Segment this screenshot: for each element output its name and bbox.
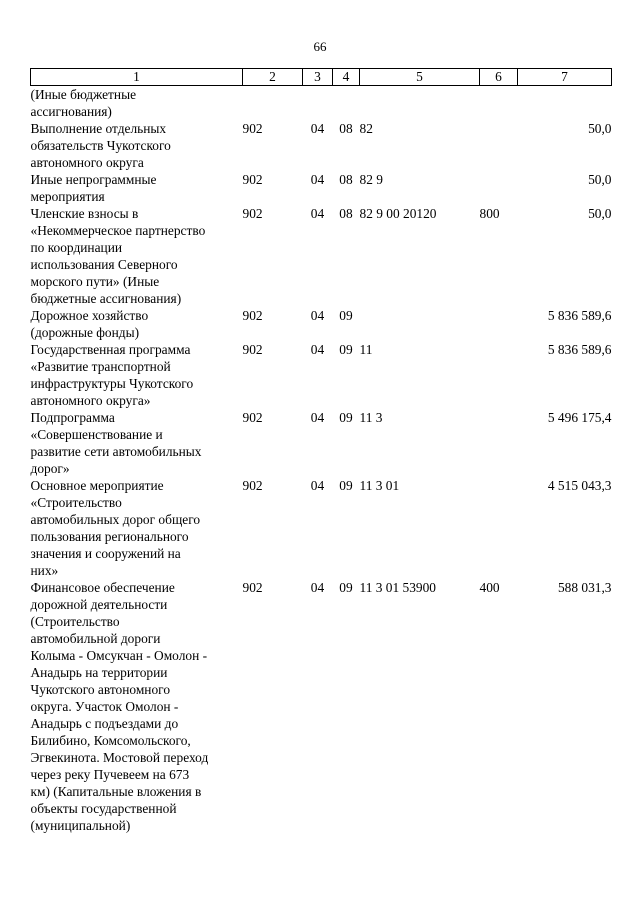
row-name-line: использования Северного (30, 257, 178, 272)
table-row (31, 477, 612, 579)
target-article-code: 11 3 01 53900 (359, 580, 436, 595)
sum-value: 5 496 175,4 (547, 410, 612, 425)
sum-value: 50,0 (588, 121, 612, 136)
table-row (31, 205, 612, 307)
row-name-line: мероприятия (30, 189, 105, 204)
ministry-code: 902 (242, 478, 263, 493)
row-name-line: Колыма - Омсукчан - Омолон - (30, 648, 208, 663)
row-name-line: бюджетные ассигнования) (30, 291, 182, 306)
subsection-code: 09 (339, 410, 353, 425)
header-col-6: 6 (480, 69, 518, 86)
sum-value: 50,0 (588, 172, 612, 187)
row-name-line: морского пути» (Иные (30, 274, 160, 289)
ministry-code: 902 (242, 121, 263, 136)
ministry-code: 902 (242, 172, 263, 187)
row-name-line: автомобильных дорог общего (30, 512, 201, 527)
row-name-line: Чукотского автономного (30, 682, 171, 697)
row-name-line: обязательств Чукотского (30, 138, 171, 153)
subsection-code: 08 (339, 121, 353, 136)
expense-type-code (480, 307, 518, 341)
row-name-line: Основное мероприятие (30, 478, 164, 493)
page-number: 66 (313, 39, 327, 54)
sum-value: 588 031,3 (557, 580, 612, 595)
row-name-line: Эгвекинота. Мостовой переход (30, 750, 209, 765)
table-row (31, 341, 612, 409)
ministry-code: 902 (242, 308, 263, 323)
expense-type-code (480, 409, 518, 477)
expense-type-code (480, 86, 518, 121)
target-article-code: 11 (359, 342, 373, 357)
row-name-line: Подпрограмма (30, 410, 115, 425)
row-name-line: Финансовое обеспечение (30, 580, 175, 595)
section-code: 04 (310, 342, 325, 357)
expense-type-code (480, 171, 518, 205)
row-name-line: «Развитие транспортной (30, 359, 171, 374)
subsection-code (333, 86, 360, 121)
sum-value: 5 836 589,6 (547, 308, 612, 323)
row-name-line: (муниципальной) (30, 818, 131, 833)
section-code (303, 86, 333, 121)
row-name-line: «Строительство (30, 495, 122, 510)
row-name-line: автономного округа (30, 155, 144, 170)
row-name-line: Анадырь на территории (30, 665, 168, 680)
table-row (31, 120, 612, 171)
ministry-code: 902 (242, 580, 263, 595)
row-name-cell (31, 171, 243, 205)
row-name-cell (31, 579, 243, 834)
target-article-code: 11 3 (359, 410, 383, 425)
section-code: 04 (310, 308, 325, 323)
ministry-code: 902 (242, 206, 263, 221)
sum-value: 5 836 589,6 (547, 342, 612, 357)
budget-table (30, 68, 612, 834)
row-name-line: Иные непрограммные (30, 172, 157, 187)
target-article-code: 11 3 01 (359, 478, 400, 493)
row-name-cell (31, 341, 243, 409)
target-article-code: 82 (359, 121, 373, 136)
section-code: 04 (310, 121, 325, 136)
target-article-code (360, 86, 480, 121)
row-name-line: (Иные бюджетные (30, 87, 137, 102)
row-name-line: ассигнования) (30, 104, 112, 119)
header-col-2: 2 (243, 69, 303, 86)
section-code: 04 (310, 478, 325, 493)
row-name-line: них» (30, 563, 59, 578)
expense-type-code (480, 341, 518, 409)
section-code: 04 (310, 410, 325, 425)
row-name-line: значения и сооружений на (30, 546, 181, 561)
table-row (31, 579, 612, 834)
ministry-code (243, 86, 303, 121)
header-col-5: 5 (360, 69, 480, 86)
header-col-3: 3 (303, 69, 333, 86)
row-name-cell (31, 205, 243, 307)
table-row (31, 171, 612, 205)
expense-type-code: 400 (479, 580, 500, 595)
row-name-line: Выполнение отдельных (30, 121, 167, 136)
row-name-cell (31, 120, 243, 171)
table-row (31, 86, 612, 121)
subsection-code: 09 (339, 342, 353, 357)
row-name-line: «Некоммерческое партнерство (30, 223, 206, 238)
row-name-cell (31, 409, 243, 477)
row-name-line: автомобильной дороги (30, 631, 161, 646)
row-name-cell (31, 477, 243, 579)
row-name-line: (дорожные фонды) (30, 325, 140, 340)
ministry-code: 902 (242, 342, 263, 357)
target-article-code: 82 9 (359, 172, 383, 187)
target-article-code: 82 9 00 20120 (359, 206, 437, 221)
expense-type-code (480, 120, 518, 171)
sum-value (518, 86, 612, 121)
row-name-line: дорожной деятельности (30, 597, 168, 612)
row-name-line: объекты государственной (30, 801, 177, 816)
ministry-code: 902 (242, 410, 263, 425)
table-row (31, 409, 612, 477)
row-name-line: по координации (30, 240, 123, 255)
subsection-code: 09 (339, 478, 353, 493)
row-name-line: км) (Капитальные вложения в (30, 784, 202, 799)
row-name-cell (31, 307, 243, 341)
row-name-line: пользования регионального (30, 529, 189, 544)
row-name-line: развитие сети автомобильных (30, 444, 202, 459)
row-name-line: через реку Пучевеем на 673 (30, 767, 190, 782)
target-article-code (360, 307, 480, 341)
header-col-4: 4 (333, 69, 360, 86)
row-name-line: Анадырь с подъездами до (30, 716, 179, 731)
row-name-cell (31, 86, 243, 121)
row-name-line: «Совершенствование и (30, 427, 163, 442)
row-name-line: дорог» (30, 461, 70, 476)
row-name-line: Билибино, Комсомольского, (30, 733, 191, 748)
subsection-code: 08 (339, 172, 353, 187)
expense-type-code (480, 477, 518, 579)
table-header-row (31, 69, 612, 86)
table-row (31, 307, 612, 341)
expense-type-code: 800 (479, 206, 500, 221)
section-code: 04 (310, 580, 325, 595)
sum-value: 50,0 (588, 206, 612, 221)
row-name-line: округа. Участок Омолон - (30, 699, 179, 714)
table-body (31, 86, 612, 835)
section-code: 04 (310, 172, 325, 187)
subsection-code: 09 (339, 580, 353, 595)
section-code: 04 (310, 206, 325, 221)
row-name-line: (Строительство (30, 614, 120, 629)
subsection-code: 09 (339, 308, 353, 323)
row-name-line: Дорожное хозяйство (30, 308, 149, 323)
row-name-line: Членские взносы в (30, 206, 139, 221)
row-name-line: автономного округа» (30, 393, 151, 408)
header-col-7: 7 (518, 69, 612, 86)
row-name-line: инфраструктуры Чукотского (30, 376, 194, 391)
sum-value: 4 515 043,3 (547, 478, 612, 493)
subsection-code: 08 (339, 206, 353, 221)
header-col-1: 1 (31, 69, 243, 86)
row-name-line: Государственная программа (30, 342, 191, 357)
